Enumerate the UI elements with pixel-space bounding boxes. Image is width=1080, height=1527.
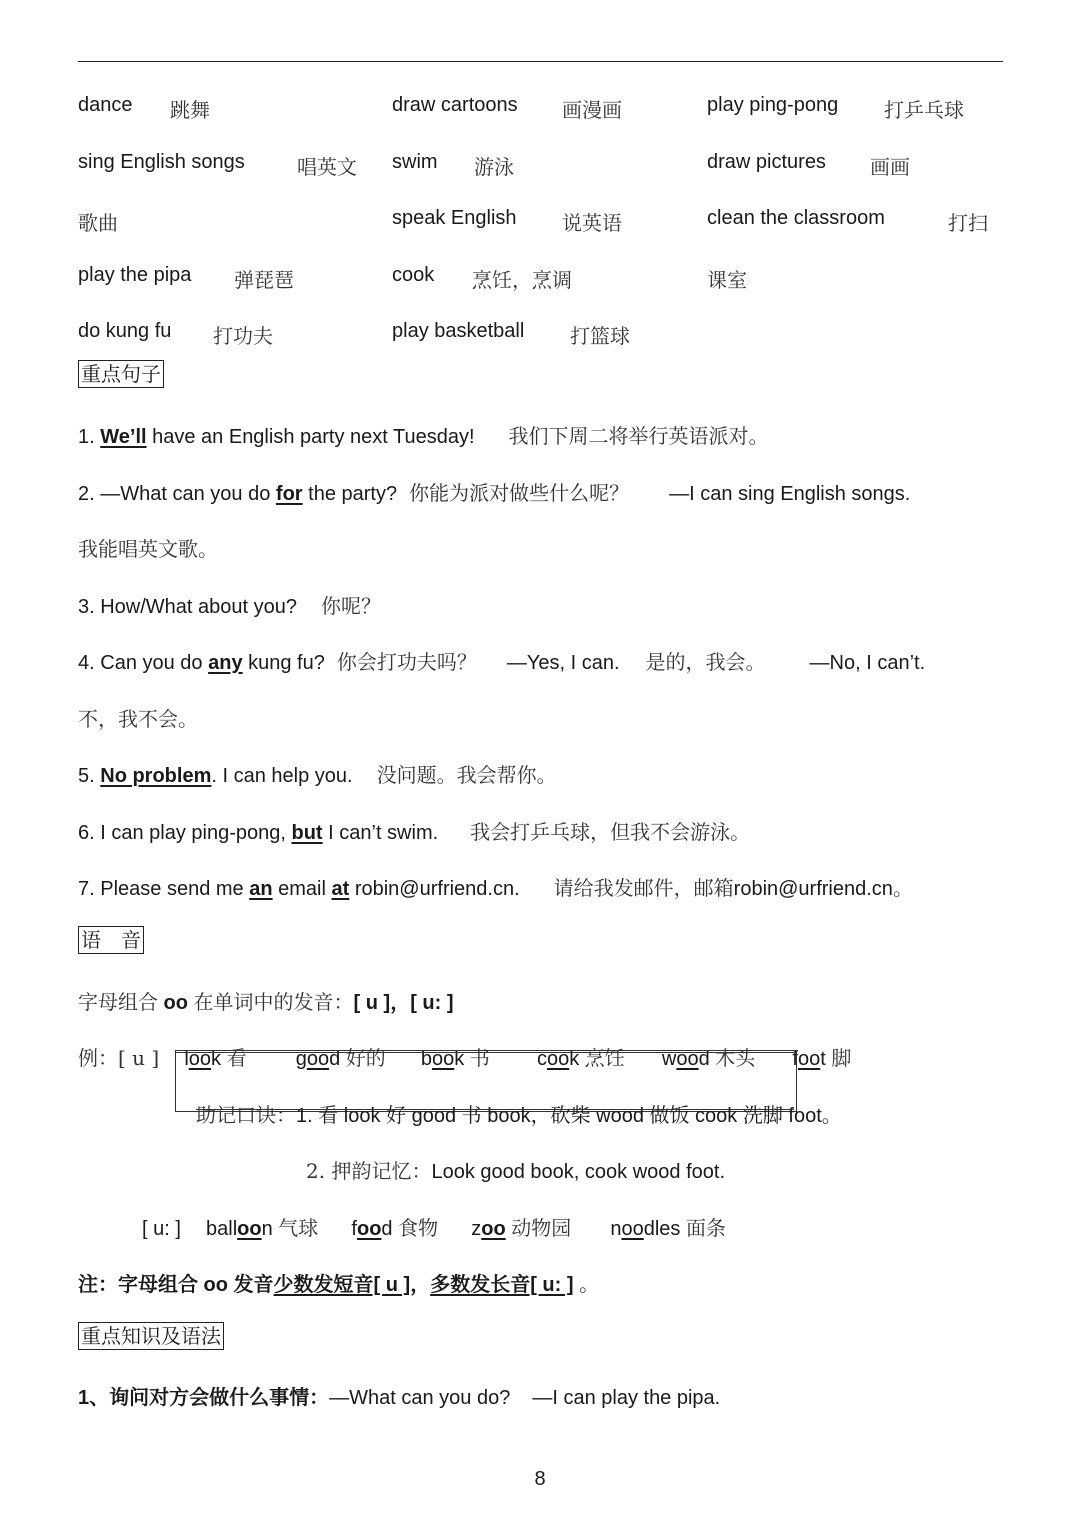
mnemonic-text: Look good book, cook wood foot. [431,1161,725,1183]
sentence-5 [78,759,557,788]
sentence-text: 6. I can play ping-pong, [78,822,292,844]
strike-line [176,1052,794,1053]
phonics-intro-text: 在单词中的发音： [193,990,354,1014]
vocab-en: swim [392,151,438,173]
section-heading-grammar: 重点知识及语法 [78,1322,224,1350]
example-word: cook [536,1048,580,1070]
vocab-en: do kung fu [78,320,172,342]
mnemonic-1 [196,1099,842,1128]
example-label: 例：[ u ] [78,1046,160,1070]
vocab-zh: 打扫 [948,211,988,235]
sentence-num: 5. [78,765,101,787]
sentence-text: 7. Please send me [78,878,250,900]
sentence-num: 1. [78,426,101,448]
note-text: 。 [573,1274,600,1296]
sentence-text: —No, I can’t. [809,652,926,674]
section-heading-pronunciation: 语 音 [78,926,144,954]
example-word: zoo [471,1218,506,1240]
top-rule [78,61,1003,62]
punctuation: 。 [892,876,913,900]
vocab-zh: 唱英文 [297,155,357,179]
sentence-text: —I can sing English songs. [669,483,911,505]
example-word: book [420,1048,465,1070]
note-underlined: 多数发长音[ u: ] [430,1274,574,1296]
vocab-zh: 打乒乓球 [884,98,964,122]
phonics-letters: oo [158,992,194,1014]
sentence-translation: 没问题。我会帮你。 [376,763,557,787]
sentence-num: 2. [78,483,101,505]
vocab-en: clean the classroom [707,207,885,229]
example-translation: 好的 [345,1046,386,1070]
underlined-word: No problem [100,765,212,787]
underlined-word: We’ll [100,426,147,448]
example-translation: 脚 [831,1046,852,1070]
sentence-text: —Yes, I can. [506,652,620,674]
grammar-point-1 [78,1381,720,1410]
sentence-translation: 你会打功夫吗？ [336,650,477,674]
example-label: [ u: ] [142,1218,181,1240]
sentence-translation: 你能为派对做些什么呢？ [409,481,630,505]
example-translation: 烹饪 [584,1046,625,1070]
sentence-text: robin@urfriend.cn. [349,878,520,900]
long-vowel-examples [142,1212,726,1241]
sentence-2 [78,477,910,506]
sentence-text: —What can you do [100,483,276,505]
example-word: balloon [206,1218,273,1240]
phonics-intro [78,986,454,1015]
vocab-zh: 课室 [707,268,747,292]
underlined-word: any [208,652,243,674]
vocab-en: sing English songs [78,151,245,173]
example-translation: 书 [469,1046,490,1070]
sentence-text: . I can help you. [211,765,353,787]
vocab-zh: 打功夫 [213,324,273,348]
vocab-en: play the pipa [78,264,192,286]
sentence-7 [78,872,913,901]
note-text: 注：字母组合 oo 发音 [78,1274,274,1296]
example-translation: 木头 [715,1046,756,1070]
grammar-text: 1、询问对方会做什么事情： [78,1387,330,1409]
sentence-text: have an English party next Tuesday! [146,426,475,448]
sentence-translation: 请给我发邮件，邮箱 [553,876,734,900]
note-text: ， [410,1274,431,1296]
sentence-num: 4. [78,652,101,674]
mnemonic-label: 助记口诀： [196,1103,296,1127]
vocab-zh: 弹琵琶 [234,268,294,292]
phonics-note [78,1268,599,1297]
example-word: noodles [610,1218,681,1240]
grammar-answer: —I can play the pipa. [532,1387,721,1409]
example-translation: 面条 [686,1216,726,1240]
vocab-zh: 画画 [870,155,910,179]
example-word: wood [661,1048,710,1070]
vocab-en: draw cartoons [392,94,518,116]
email-text: robin@urfriend.cn [733,878,893,900]
vocab-zh: 画漫画 [562,98,622,122]
underlined-word: at [331,878,350,900]
sentence-6 [78,816,750,845]
mnemonic-label: 2. 押韵记忆： [306,1159,432,1183]
sentence-translation: 我会打乒乓球，但我不会游泳。 [470,820,751,844]
vocab-zh: 烹饪，烹调 [472,268,572,292]
sentence-text: the party? [302,483,398,505]
mnemonic-2 [306,1155,725,1184]
vocab-en: speak English [392,207,517,229]
example-translation: 看 [226,1046,247,1070]
section-heading-key-sentences: 重点句子 [78,360,164,388]
sentence-translation: 是的，我会。 [645,650,766,674]
vocab-en: play basketball [392,320,525,342]
example-translation: 气球 [278,1216,319,1240]
vocab-en: cook [392,264,435,286]
vocab-en: dance [78,94,133,116]
sentence-1 [78,420,769,449]
phonics-intro-text: 字母组合 [78,990,158,1014]
page-number: 8 [534,1468,546,1490]
phonetic-symbols: [ u ]，[ u: ] [353,992,454,1014]
example-word: foot [792,1048,826,1070]
vocab-en: play ping-pong [707,94,839,116]
example-translation: 食物 [398,1216,439,1240]
vocab-zh: 歌曲 [78,211,118,235]
underlined-word: but [291,822,323,844]
strike-line [196,1109,794,1110]
sentence-text: kung fu? [242,652,325,674]
note-underlined: 少数发短音[ u ] [273,1274,411,1296]
sentence-text: 3. How/What about you? [78,596,298,618]
sentence-translation: 你呢？ [321,594,382,618]
vocab-en: draw pictures [707,151,826,173]
sentence-4-translation: 不，我不会。 [78,707,198,731]
vocab-zh: 打篮球 [570,324,630,348]
sentence-2-translation: 我能唱英文歌。 [78,537,218,561]
example-translation: 动物园 [511,1216,572,1240]
sentence-translation: 我们下周二将举行英语派对。 [508,424,769,448]
example-word: good [295,1048,341,1070]
sentence-4 [78,646,925,675]
mnemonic-text: 1. 看 look 好 good 书 book，砍柴 wood 做饭 cook 洗脚 foot。 [296,1105,842,1127]
sentence-text: email [272,878,332,900]
vocab-zh: 游泳 [474,155,514,179]
sentence-text: Can you do [100,652,209,674]
vocab-zh: 跳舞 [170,98,210,122]
sentence-3 [78,590,381,619]
sentence-text: I can’t swim. [322,822,439,844]
example-word: look [184,1048,222,1070]
underlined-word: for [275,483,303,505]
vocab-zh: 说英语 [562,211,622,235]
underlined-word: an [249,878,273,900]
example-word: food [351,1218,393,1240]
grammar-question: —What can you do? [329,1387,511,1409]
